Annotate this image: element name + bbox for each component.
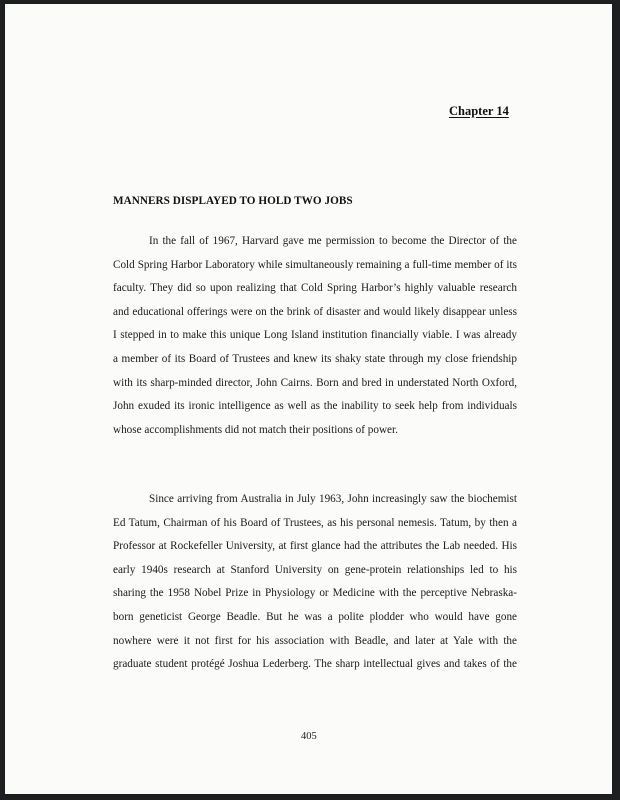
paragraph-line: nowhere were it not first for his association with Beadle, and later at Yale with the [113,634,517,647]
paragraph-line: with its sharp-minded director, John Cairns. Born and bred in understated North Oxford, [113,376,517,389]
paragraph-line: John exuded its ironic intelligence as well as the inability to seek help from individuals [113,400,517,413]
paragraph-line: Since arriving from Australia in July 1963, John increasingly saw the biochemist [149,493,517,505]
paragraph-line: Professor at Rockefeller University, at first glance had the attributes the Lab needed. His [113,540,517,553]
paragraph-1 [113,230,517,442]
paragraph-line: Cold Spring Harbor Laboratory while simultaneously remaining a full-time member of its [113,258,517,271]
paragraph-line: faculty. They did so upon realizing that Cold Spring Harbor’s highly valuable research [113,282,517,295]
paragraph-line: whose accomplishments did not match their positions of power. [113,423,398,436]
paragraph-line: Ed Tatum, Chairman of his Board of Trustees, as his personal nemesis. Tatum, by then a [113,516,517,529]
manuscript-page [5,4,612,794]
paragraph-line: a member of its Board of Trustees and knew its shaky state through my close friendship [113,352,517,365]
paragraph-line: I stepped in to make this unique Long Island institution financially viable. I was already [113,329,517,342]
paragraph-line: sharing the 1958 Nobel Prize in Physiology or Medicine with the perceptive Nebraska- [113,587,517,600]
page-number: 405 [301,731,317,742]
chapter-label: Chapter 14 [449,104,509,118]
paragraph-line: In the fall of 1967, Harvard gave me permission to become the Director of the [149,235,517,247]
section-heading: MANNERS DISPLAYED TO HOLD TWO JOBS [113,195,353,207]
paragraph-line: and educational offerings were on the brink of disaster and would likely disappear unless [113,305,517,318]
paragraph-2 [113,488,517,677]
paragraph-line: graduate student protégé Joshua Lederberg. The sharp intellectual gives and takes of the [113,658,517,671]
paragraph-line: early 1940s research at Stanford University on gene-protein relationships led to his [113,563,517,576]
paragraph-line: born geneticist George Beadle. But he was a polite plodder who would have gone [113,610,517,623]
